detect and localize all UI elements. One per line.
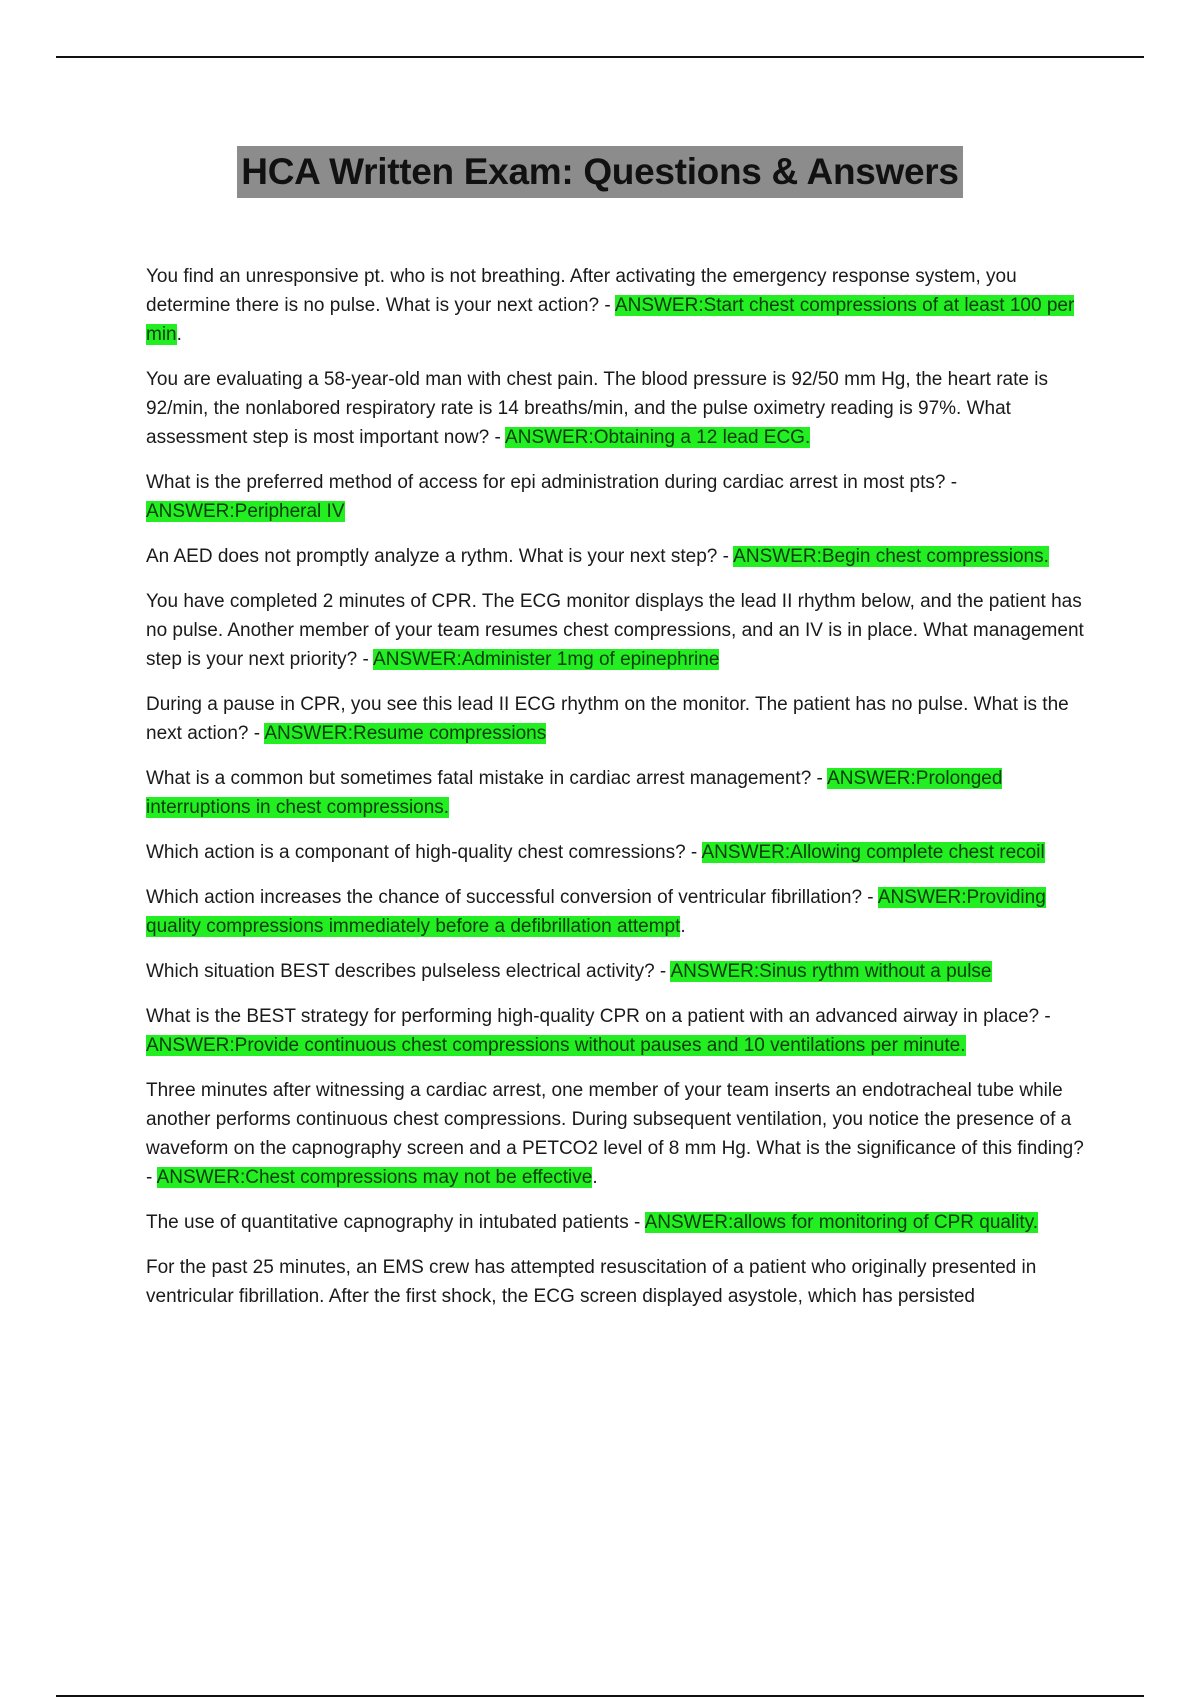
question-text: What is the preferred method of access for epi administration during cardiac arrest in most pts? <box>146 472 946 493</box>
answer-text: ANSWER:Administer 1mg of epinephrine <box>373 649 720 670</box>
qa-item: Which action increases the chance of successful conversion of ventricular fibrillation? - ANSWER:Providing quality compressions immediately before a defibrillation attempt. <box>146 887 1046 937</box>
question-text: Three minutes after witnessing a cardiac arrest, one member of your team inserts an endotracheal tube while another performs continuous chest compressions. During subsequent ventilation, you notice the presence of a waveform on the capnography screen and a PETCO2 level of 8 mm Hg. What is the significance of this finding? <box>146 1080 1084 1159</box>
question-text: Which action is a componant of high-quality chest comressions? <box>146 842 686 863</box>
question-text: You have completed 2 minutes of CPR. The ECG monitor displays the lead II rhythm below, and the patient has no pulse. Another member of your team resumes chest compressions, and an IV is in place. What management step is your next priority? <box>146 591 1084 670</box>
qa-item: You have completed 2 minutes of CPR. The ECG monitor displays the lead II rhythm below, and the patient has no pulse. Another member of your team resumes chest compressions, and an IV is in place. What management step is your next priority? - ANSWER:Administer 1mg of epinephrine <box>146 591 1084 670</box>
qa-item: You are evaluating a 58-year-old man with chest pain. The blood pressure is 92/50 mm Hg, the heart rate is 92/min, the nonlabored respiratory rate is 14 breaths/min, and the pulse oximetry reading is 97%. What assessment step is most important now? - ANSWER:Obtaining a 12 lead ECG. <box>146 369 1048 448</box>
answer-text: ANSWER:Provide continuous chest compressions without pauses and 10 ventilations per minute. <box>146 1035 966 1056</box>
question-text: You are evaluating a 58-year-old man with chest pain. The blood pressure is 92/50 mm Hg, the heart rate is 92/min, the nonlabored respiratory rate is 14 breaths/min, and the pulse oximetry reading is 97%. What assessment step is most important now? <box>146 369 1048 448</box>
qa-item: An AED does not promptly analyze a rythm. What is your next step? - ANSWER:Begin chest compressions. <box>146 546 1049 567</box>
answer-text: ANSWER:Peripheral IV <box>146 501 345 522</box>
title-container <box>0 146 1200 198</box>
document-title: HCA Written Exam: Questions & Answers <box>237 146 962 198</box>
qa-item: Which action is a componant of high-quality chest comressions? - ANSWER:Allowing complete chest recoil <box>146 842 1045 863</box>
qa-item: What is the BEST strategy for performing high-quality CPR on a patient with an advanced airway in place? - ANSWER:Provide continuous chest compressions without pauses and 10 ventilations per minute. <box>146 1006 1051 1056</box>
answer-text: ANSWER:Sinus rythm without a pulse <box>670 961 992 982</box>
question-text: The use of quantitative capnography in intubated patients <box>146 1212 629 1233</box>
answer-text: ANSWER:Chest compressions may not be effective <box>156 1167 593 1188</box>
qa-item: What is the preferred method of access for epi administration during cardiac arrest in most pts? - ANSWER:Peripheral IV <box>146 472 958 522</box>
answer-text: ANSWER:Start chest compressions of at least 100 per min <box>146 295 1075 345</box>
question-text: During a pause in CPR, you see this lead II ECG rhythm on the monitor. The patient has no pulse. What is the next action? <box>146 694 1069 744</box>
qa-item: During a pause in CPR, you see this lead II ECG rhythm on the monitor. The patient has no pulse. What is the next action? - ANSWER:Resume compressions <box>146 694 1069 744</box>
answer-text: ANSWER:Allowing complete chest recoil <box>701 842 1045 863</box>
bottom-rule <box>56 1695 1144 1697</box>
qa-item: Three minutes after witnessing a cardiac arrest, one member of your team inserts an endotracheal tube while another performs continuous chest compressions. During subsequent ventilation, you notice the presence of a waveform on the capnography screen and a PETCO2 level of 8 mm Hg. What is the significance of this finding? - ANSWER:Chest compressions may not be effective. <box>146 1080 1084 1188</box>
answer-text: ANSWER:Resume compressions <box>264 723 547 744</box>
question-text: What is the BEST strategy for performing high-quality CPR on a patient with an advanced airway in place? <box>146 1006 1040 1027</box>
answer-text: ANSWER:Obtaining a 12 lead ECG. <box>505 427 811 448</box>
question-text: What is a common but sometimes fatal mistake in cardiac arrest management? <box>146 768 812 789</box>
top-rule <box>56 56 1144 58</box>
qa-item: You find an unresponsive pt. who is not breathing. After activating the emergency response system, you determine there is no pulse. What is your next action? - ANSWER:Start chest compressions of at least 100 per min. <box>146 266 1075 345</box>
qa-item: The use of quantitative capnography in intubated patients - ANSWER:allows for monitoring of CPR quality. <box>146 1212 1039 1233</box>
question-text: Which action increases the chance of successful conversion of ventricular fibrillation? <box>146 887 863 908</box>
question-text: An AED does not promptly analyze a rythm. What is your next step? <box>146 546 718 567</box>
qa-item: Which situation BEST describes pulseless electrical activity? - ANSWER:Sinus rythm without a pulse <box>146 961 992 982</box>
qa-item: What is a common but sometimes fatal mistake in cardiac arrest management? - ANSWER:Prolonged interruptions in chest compressions. <box>146 768 1003 818</box>
answer-text: ANSWER:Prolonged interruptions in chest compressions. <box>146 768 1003 818</box>
answer-text: ANSWER:Providing quality compressions immediately before a defibrillation attempt <box>146 887 1046 937</box>
question-text: You find an unresponsive pt. who is not breathing. After activating the emergency response system, you determine there is no pulse. What is your next action? <box>146 266 1017 316</box>
trailing-paragraph <box>146 1253 1094 1311</box>
question-text: Which situation BEST describes pulseless electrical activity? <box>146 961 655 982</box>
answer-text: ANSWER:allows for monitoring of CPR quality. <box>644 1212 1039 1233</box>
answer-text: ANSWER:Begin chest compressions. <box>733 546 1049 567</box>
question-text: For the past 25 minutes, an EMS crew has attempted resuscitation of a patient who originally presented in ventricular fibrillation. After the first shock, the ECG screen displayed asystole, which has persisted <box>146 1257 1037 1307</box>
qa-content <box>146 262 1094 1327</box>
